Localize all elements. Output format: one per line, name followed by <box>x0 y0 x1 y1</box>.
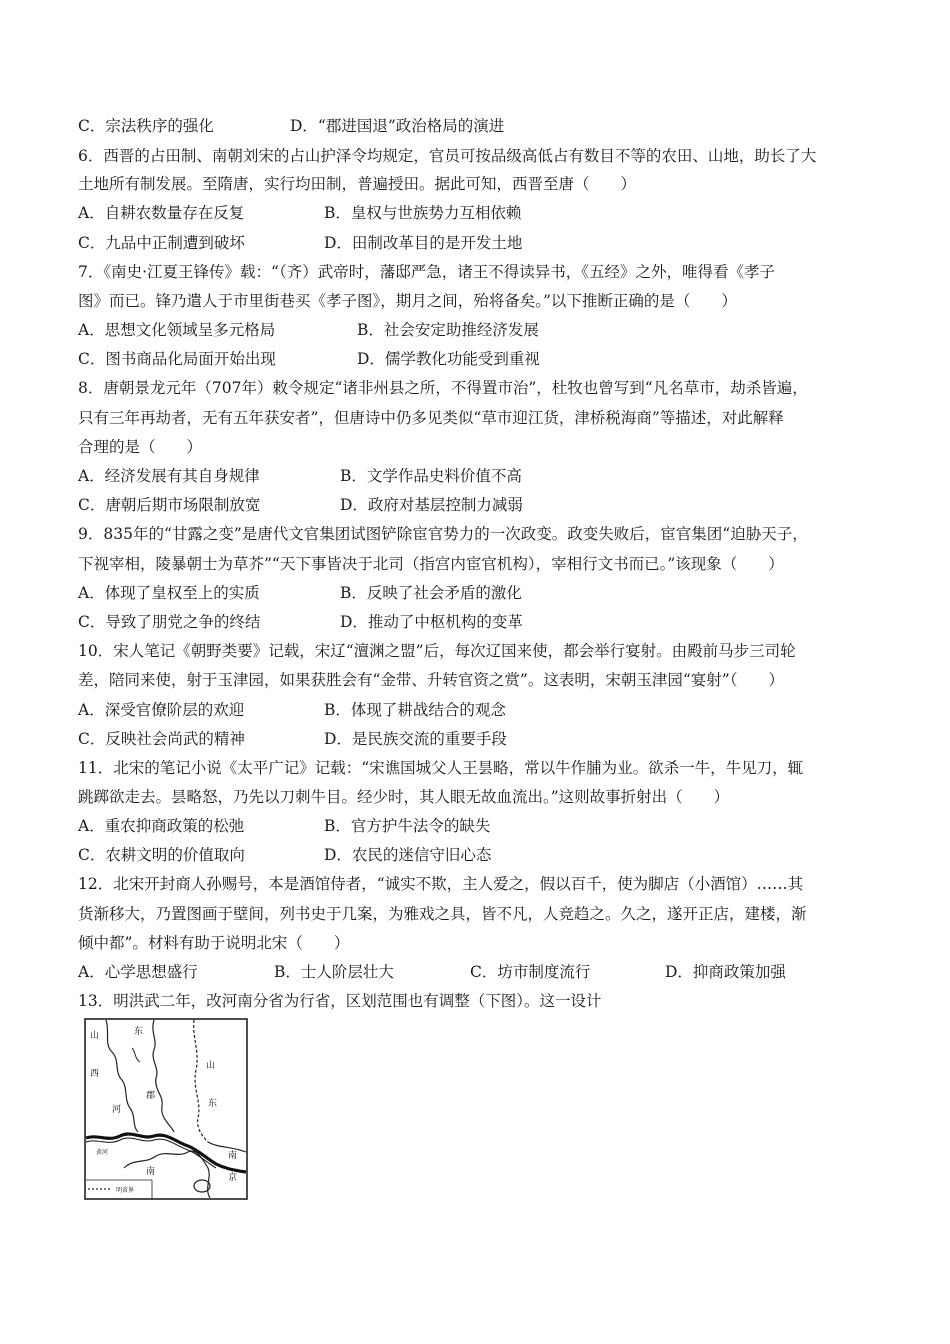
q11-stem-line2: 跳踯欲走去。昙略怒，乃先以刀刺牛目。经少时，其人眼无故血流出。”这则故事折射出（ ） <box>78 788 730 806</box>
q11-option-d: D．农民的迷信守旧心态 <box>324 846 492 864</box>
q12-stem-line1: 12．北宋开封商人孙赐号，本是酒馆侍者，“诚实不欺，主人爱之，假以百千，使为脚店（小酒馆）……其 <box>78 875 804 893</box>
q11-option-a: A．重农抑商政策的松弛 <box>78 817 245 835</box>
q9-option-a: A．体现了皇权至上的实质 <box>78 584 260 602</box>
q7-option-d: D．儒学教化功能受到重视 <box>357 350 540 368</box>
q7-option-c: C．图书商品化局面开始出现 <box>78 350 276 368</box>
q10-stem-line1: 10．宋人笔记《朝野类要》记载，宋辽“澶渊之盟”后，每次辽国来使，都会举行宴射。由殿前马步三司轮 <box>78 642 796 660</box>
q7-stem-line1: 7．《南史·江夏王锋传》载：“（齐）武帝时，藩邸严急，诸王不得读异书，《五经》之外，唯得看《孝子 <box>78 263 775 281</box>
q10-option-c: C．反映社会尚武的精神 <box>78 730 245 748</box>
q5-option-d: D．“郡进国退”政治格局的演进 <box>290 117 505 135</box>
q12-stem-line2: 货渐移大，乃置图画于壁间，列书史于几案，为雅戏之具，皆不凡，人竞趋之。久之，遂开正店，建楼，渐 <box>78 905 807 923</box>
q9-stem-line2: 下视宰相，陵暴朝士为草芥”“天下事皆决于北司（指宫内宦官机构），宰相行文书而已。”该现象（ ） <box>78 555 784 573</box>
map-label-mid: 郡 <box>146 1091 156 1101</box>
q8-stem-line1: 8．唐朝景龙元年（707年）敕令规定“诸非州县之所，不得置市治”，杜牧也曾写到“凡名草市，劫杀皆遍， <box>78 379 808 397</box>
q7-option-a: A．思想文化领域呈多元格局 <box>78 321 276 339</box>
q9-option-b: B．反映了社会矛盾的激化 <box>340 584 522 602</box>
q6-option-b: B．皇权与世族势力互相依赖 <box>324 204 522 222</box>
q11-stem-line1: 11．北宋的笔记小说《太平广记》记载：“宋谯国城父人王昙略，常以牛作脯为业。欲杀一牛，牛见刀，辄 <box>78 759 804 777</box>
q10-option-d: D．是民族交流的重要手段 <box>324 730 507 748</box>
q6-option-c: C．九品中正制遭到破坏 <box>78 234 245 252</box>
map-label-xi: 西 <box>90 1069 100 1079</box>
q10-stem-line2: 差，陪同来使，射于玉津园，如果获胜会有“金带、升转官资之赏”。这表明，宋朝玉津园“宴射”（ ） <box>78 671 784 689</box>
map-label-jing: 京 <box>228 1173 238 1183</box>
q7-stem-line2: 图》而已。锋乃遣人于市里街巷买《孝子图》，期月之间，殆将备矣。”以下推断正确的是（ ） <box>78 292 737 310</box>
q12-option-b: B．士人阶层壮大 <box>274 963 394 981</box>
q8-option-b: B．文学作品史料价值不高 <box>340 467 522 485</box>
q9-stem-line1: 9．835年的“甘露之变”是唐代文官集团试图铲除宦官势力的一次政变。政变失败后，宦官集团“迫胁天子， <box>78 525 808 543</box>
map-label-nan: 南 <box>146 1167 156 1177</box>
q8-stem-line2: 只有三年再劫者，无有五年获安者”，但唐诗中仍多见类似“草市迎江货，津桥税海商”等描述，对此解释 <box>78 409 784 427</box>
map-label-dong-right: 东 <box>208 1099 218 1109</box>
map-label-he: 河 <box>112 1105 122 1115</box>
q10-option-a: A．深受官僚阶层的欢迎 <box>78 701 245 719</box>
q6-option-d: D．田制改革目的是开发土地 <box>324 234 523 252</box>
map-label-nan2: 南 <box>228 1151 238 1161</box>
henan-province-map <box>84 1018 248 1200</box>
q8-option-a: A．经济发展有其自身规律 <box>78 467 260 485</box>
map-legend-label: 明省界 <box>116 1187 135 1194</box>
map-label-dong-top: 东 <box>134 1027 144 1037</box>
map-label-shan-right: 山 <box>206 1061 216 1071</box>
q11-option-b: B．官方护牛法令的缺失 <box>324 817 491 835</box>
q8-stem-line3: 合理的是（ ） <box>78 438 203 456</box>
map-label-river: 黄河 <box>96 1149 109 1156</box>
q7-option-b: B．社会安定助推经济发展 <box>357 321 539 339</box>
q12-option-a: A．心学思想盛行 <box>78 963 198 981</box>
map-frame <box>85 1019 247 1199</box>
q8-option-d: D．政府对基层控制力减弱 <box>340 496 523 514</box>
q13-stem-line1: 13．明洪武二年，改河南分省为行省，区划范围也有调整（下图）。这一设计 <box>78 992 602 1010</box>
q5-option-c: C．宗法秩序的强化 <box>78 117 214 135</box>
q6-stem-line1: 6．西晋的占田制、南朝刘宋的占山护泽令均规定，官员可按品级高低占有数目不等的农田、山地，助长了大 <box>78 147 817 165</box>
map-label-shan-left: 山 <box>90 1031 100 1041</box>
q9-option-d: D．推动了中枢机构的变革 <box>340 613 523 631</box>
q8-option-c: C．唐朝后期市场限制放宽 <box>78 496 261 514</box>
q12-option-d: D．抑商政策加强 <box>665 963 786 981</box>
q6-stem-line2: 土地所有制发展。至隋唐，实行均田制，普遍授田。据此可知，西晋至唐（ ） <box>78 175 637 193</box>
q12-stem-line3: 倾中都”。材料有助于说明北宋（ ） <box>78 934 350 952</box>
q9-option-c: C．导致了朋党之争的终结 <box>78 613 261 631</box>
q10-option-b: B．体现了耕战结合的观念 <box>324 701 506 719</box>
q12-option-c: C．坊市制度流行 <box>470 963 591 981</box>
q11-option-c: C．农耕文明的价值取向 <box>78 846 245 864</box>
q6-option-a: A．自耕农数量存在反复 <box>78 204 245 222</box>
